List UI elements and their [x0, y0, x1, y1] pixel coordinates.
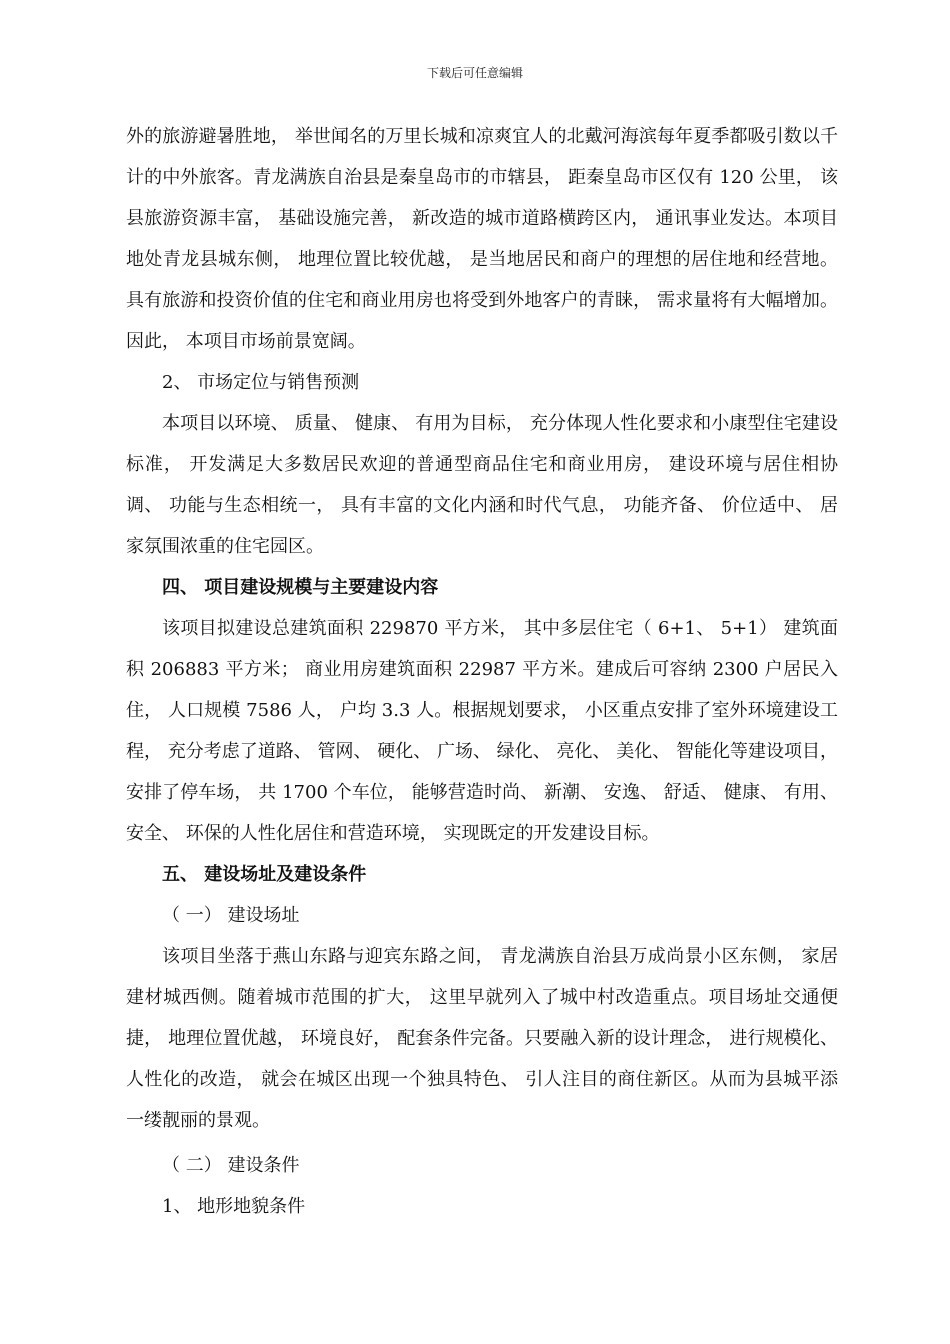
subheading-construction-conditions: （ 二） 建设条件 [162, 1155, 300, 1176]
subheading-terrain-conditions: 1、 地形地貌条件 [162, 1196, 306, 1217]
heading-site-and-conditions: 五、 建设场址及建设条件 [162, 864, 367, 885]
heading-construction-scale: 四、 项目建设规模与主要建设内容 [162, 577, 439, 598]
paragraph-market-positioning: 本项目以环境、 质量、 健康、 有用为目标， 充分体现人性化要求和小康型住宅建设标准， 开发满足大多数居民欢迎的普通型商品住宅和商业用房， 建设环境与居住相协调、 功能与生态相统一， 具有丰富的文化内涵和时代气息， 功能齐备、 价位适中、 居家氛围浓重的住宅园区。 [126, 413, 838, 557]
page-header: 下载后可任意编辑 [426, 66, 523, 80]
paragraph-construction-site: 该项目坐落于燕山东路与迎宾东路之间， 青龙满族自治县万成尚景小区东侧， 家居建材城西侧。随着城市范围的扩大， 这里早就列入了城中村改造重点。项目场址交通便捷， 地理位置优越， 环境良好， 配套条件完备。只要融入新的设计理念， 进行规模化、 人性化的改造， 就会在城区出现一个独具特色、 引人注目的商住新区。从而为县城平添一缕靓丽的景观。 [126, 946, 838, 1131]
paragraph-tourism-intro: 外的旅游避暑胜地， 举世闻名的万里长城和凉爽宜人的北戴河海滨每年夏季都吸引数以千计的中外旅客。青龙满族自治县是秦皇岛市的市辖县， 距秦皇岛市区仅有 120 公里， 该县旅游资源丰富， 基础设施完善， 新改造的城市道路横跨区内， 通讯事业发达。本项目地处青龙县城东侧， 地理位置比较优越， 是当地居民和商户的理想的居住地和经营地。具有旅游和投资价值的住宅和商业用房也将受到外地客户的青睐， 需求量将有大幅增加。因此， 本项目市场前景宽阔。 [126, 126, 838, 352]
subheading-market-positioning: 2、 市场定位与销售预测 [162, 372, 360, 393]
subheading-construction-site: （ 一） 建设场址 [162, 905, 300, 926]
paragraph-construction-scale: 该项目拟建设总建筑面积 229870 平方米， 其中多层住宅（ 6+1、 5+1） 建筑面积 206883 平方米； 商业用房建筑面积 22987 平方米。建成后可容纳 2300 户居民入住， 人口规模 7586 人， 户均 3.3 人。根据规划要求， 小区重点安排了室外环境建设工程， 充分考虑了道路、 管网、 硬化、 广场、 绿化、 亮化、 美化、 智能化等建设项目， 安排了停车场， 共 1700 个车位， 能够营造时尚、 新潮、 安逸、 舒适、 健康、 有用、 安全、 环保的人性化居住和营造环境， 实现既定的开发建设目标。 [126, 618, 838, 844]
document-body [126, 116, 838, 1227]
